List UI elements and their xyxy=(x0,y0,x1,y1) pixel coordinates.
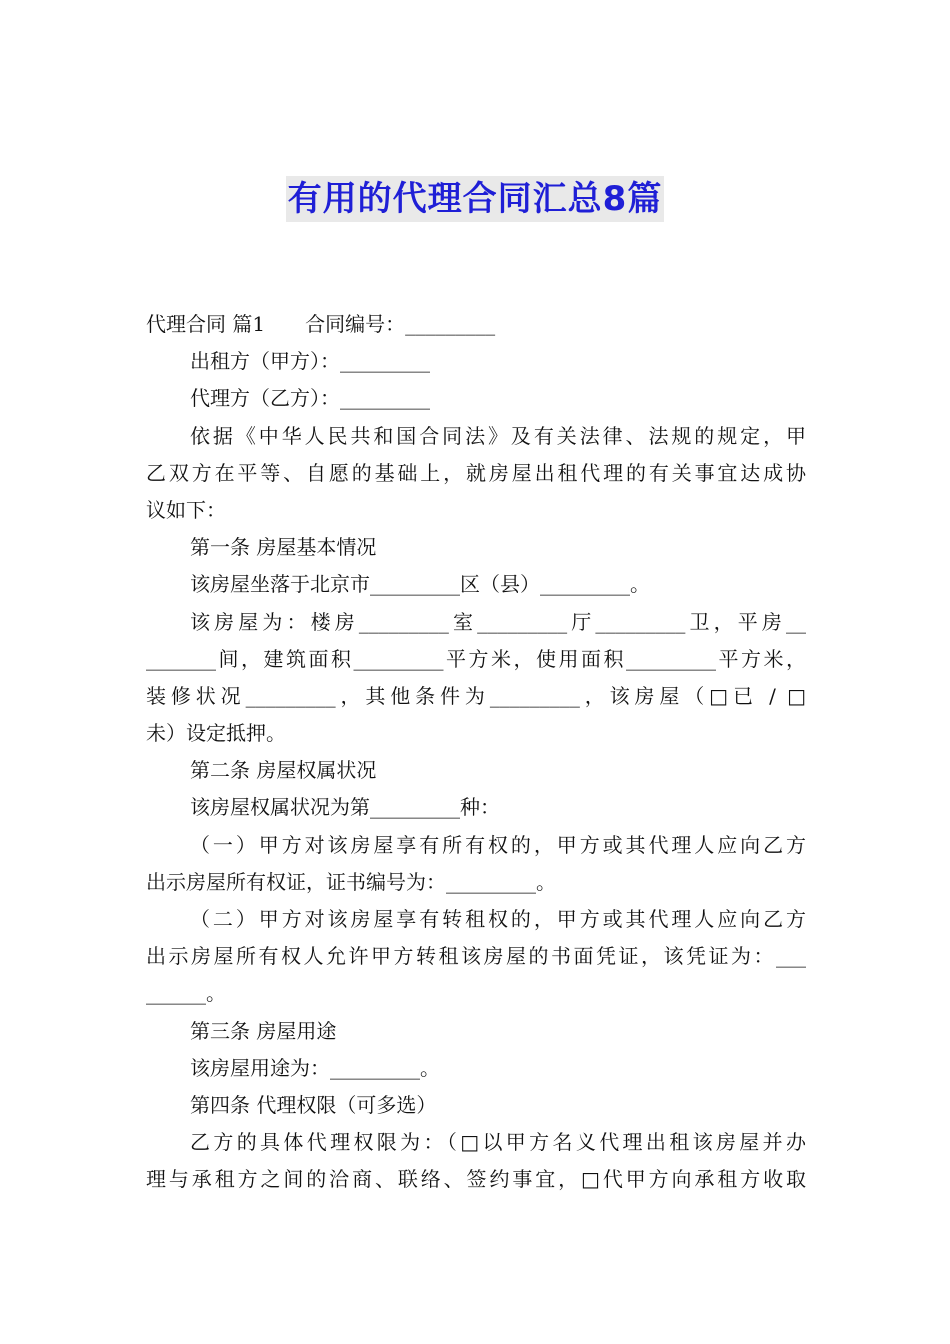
document-body xyxy=(146,306,806,1199)
line-11: 装修状况_________，其他条件为_________，该房屋（□已 / □ xyxy=(146,683,806,708)
line-4: 依据《中华人民共和国合同法》及有关法律、法规的规定，甲 xyxy=(190,423,806,448)
line-1 xyxy=(146,306,806,343)
line-8: 该房屋坐落于北京市_________区（县）_________。 xyxy=(190,572,650,597)
line-19: ______。 xyxy=(146,981,226,1006)
line-5: 乙双方在平等、自愿的基础上，就房屋出租代理的有关事宜达成协 xyxy=(146,460,806,485)
line-14: 该房屋权属状况为第_________种： xyxy=(190,795,500,820)
line-10: _______间，建筑面积_________平方米，使用面积_________平方米， xyxy=(146,646,806,671)
document-title: 有用的代理合同汇总8篇 xyxy=(286,176,665,222)
line-3: 代理方（乙方）：_________ xyxy=(190,386,430,411)
line-24: 理与承租方之间的洽商、联络、签约事宜，□代甲方向承租方收取 xyxy=(146,1167,806,1192)
line-16: 出示房屋所有权证，证书编号为：_________。 xyxy=(146,869,556,894)
line-6: 议如下： xyxy=(146,497,226,522)
contract-number: 合同编号：_________ xyxy=(305,312,496,336)
line-12: 未）设定抵押。 xyxy=(146,721,286,746)
line-22: 第四条 代理权限（可多选） xyxy=(190,1092,437,1117)
line-13: 第二条 房屋权属状况 xyxy=(190,758,377,783)
line-17: （二）甲方对该房屋享有转租权的，甲方或其代理人应向乙方 xyxy=(190,907,806,931)
line-21: 该房屋用途为：_________。 xyxy=(190,1055,440,1080)
line-18: 出示房屋所有权人允许甲方转租该房屋的书面凭证，该凭证为：___ xyxy=(146,944,806,969)
section-heading: 代理合同 篇1 xyxy=(146,312,266,336)
line-2: 出租方（甲方）：_________ xyxy=(190,349,430,374)
line-23: 乙方的具体代理权限为：（□以甲方名义代理出租该房屋并办 xyxy=(190,1130,806,1155)
line-7: 第一条 房屋基本情况 xyxy=(190,535,377,560)
title-container xyxy=(0,176,950,222)
line-15: （一）甲方对该房屋享有所有权的，甲方或其代理人应向乙方 xyxy=(190,832,806,857)
line-20: 第三条 房屋用途 xyxy=(190,1018,337,1043)
line-9: 该房屋为：楼房_________室_________厅_________卫，平房__ xyxy=(190,609,806,634)
